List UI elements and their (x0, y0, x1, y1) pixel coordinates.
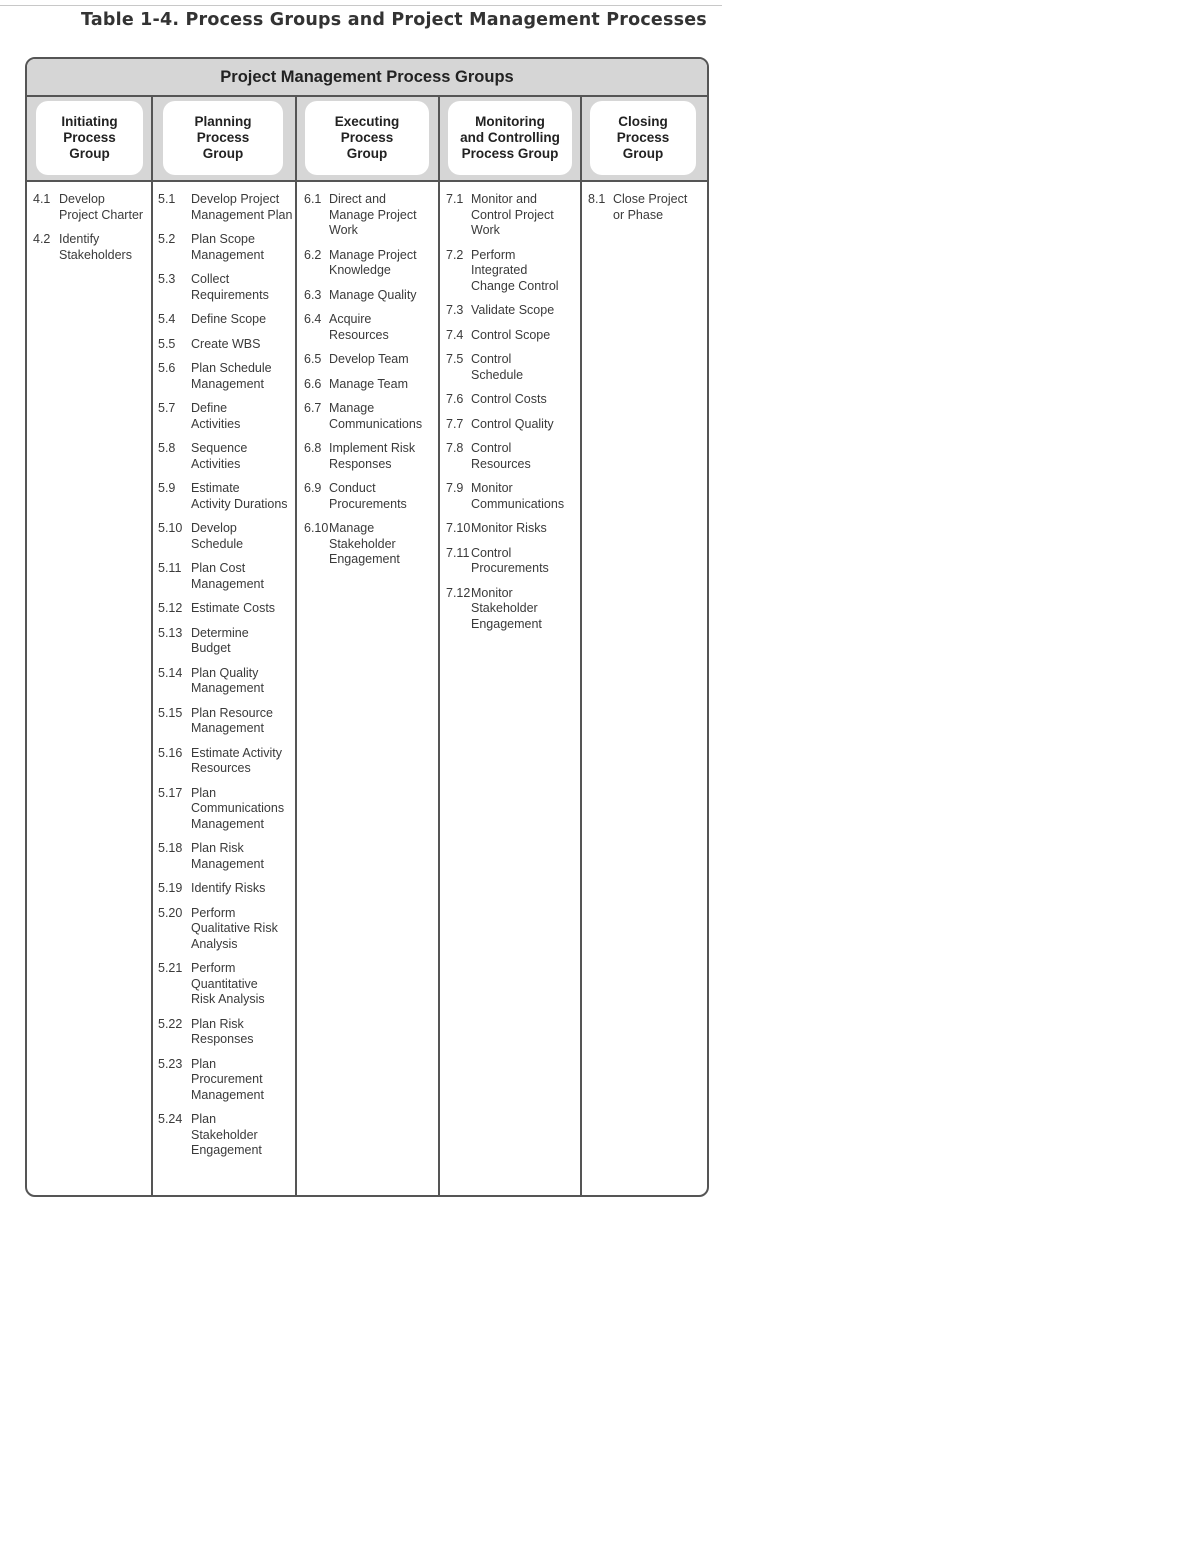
process-item (158, 666, 294, 697)
process-name: Sequence Activities (191, 441, 248, 471)
process-number: 5.23 (158, 1056, 183, 1071)
process-number: 6.8 (304, 441, 322, 455)
process-item (304, 377, 438, 393)
process-item (446, 192, 580, 239)
process-name: Perform Quantitative Risk Analysis (191, 961, 265, 1006)
process-number: 6.3 (304, 287, 322, 302)
column-divider (151, 97, 153, 1195)
process-item (446, 481, 580, 512)
process-number: 5.24 (158, 1112, 183, 1126)
process-name: Manage Communications (329, 401, 423, 431)
process-number: 7.3 (446, 303, 464, 317)
process-item (158, 786, 294, 833)
process-name: Develop Schedule (191, 521, 244, 551)
process-number: 5.4 (158, 312, 176, 326)
process-number: 5.14 (158, 665, 183, 680)
process-item (33, 192, 151, 223)
process-number: 4.2 (33, 232, 51, 246)
process-number: 5.18 (158, 841, 183, 855)
closing-processes (588, 192, 706, 232)
process-name: Plan Risk Management (191, 841, 264, 871)
process-name: Develop Project Management Plan (191, 192, 293, 222)
process-name: Estimate Costs (191, 601, 276, 615)
process-name: Control Costs (471, 392, 547, 406)
process-name: Develop Project Charter (59, 192, 144, 222)
process-number: 5.13 (158, 625, 183, 640)
top-rule (0, 5, 722, 6)
process-item (446, 392, 580, 408)
process-item (158, 706, 294, 737)
process-item (588, 192, 706, 223)
process-number: 7.8 (446, 441, 464, 455)
process-number: 7.12 (446, 585, 471, 600)
process-name: Conduct Procurements (329, 481, 407, 511)
process-item (158, 312, 294, 328)
process-number: 6.4 (304, 312, 322, 326)
process-name: Control Scope (471, 327, 551, 342)
table-header: Project Management Process Groups (27, 59, 707, 97)
process-item (158, 601, 294, 617)
process-item (158, 906, 294, 953)
process-name: Manage Project Knowledge (329, 247, 417, 277)
initiating-group-header (36, 101, 143, 175)
executing-processes (304, 192, 438, 577)
process-name: Control Procurements (471, 545, 549, 575)
process-item (158, 1017, 294, 1048)
column-divider (580, 97, 582, 1195)
process-name: Determine Budget (191, 625, 249, 655)
process-item (158, 337, 294, 353)
process-item (304, 248, 438, 279)
process-name: Define Activities (191, 401, 241, 431)
monitoring-controlling-group-header (448, 101, 572, 175)
process-name: Monitor Communications (471, 481, 565, 511)
closing-group-header (590, 101, 696, 175)
process-item (446, 248, 580, 295)
process-name: Plan Schedule Management (191, 361, 272, 391)
process-number: 5.17 (158, 785, 183, 800)
process-number: 5.2 (158, 232, 176, 246)
process-item (304, 521, 438, 568)
process-name: Identify Stakeholders (59, 232, 132, 262)
planning-processes (158, 192, 294, 1168)
process-name: Perform Integrated Change Control (471, 247, 559, 293)
process-item (158, 561, 294, 592)
process-name: Control Resources (471, 441, 531, 471)
group-name: Initiating Process Group (61, 114, 118, 161)
process-item (158, 881, 294, 897)
process-number: 6.6 (304, 376, 322, 391)
process-number: 5.8 (158, 441, 176, 455)
process-item (446, 586, 580, 633)
planning-group-header (163, 101, 283, 175)
process-number: 7.6 (446, 392, 464, 406)
process-groups-table (25, 57, 709, 1197)
process-name: Estimate Activity Resources (191, 745, 282, 775)
process-name: Collect Requirements (191, 272, 269, 302)
process-item (158, 192, 294, 223)
process-number: 7.1 (446, 192, 464, 206)
process-item (158, 961, 294, 1008)
process-item (446, 417, 580, 433)
process-number: 5.3 (158, 272, 176, 286)
process-number: 7.11 (446, 545, 470, 560)
process-number: 5.21 (158, 961, 183, 975)
initiating-processes (33, 192, 151, 272)
process-number: 7.4 (446, 327, 464, 342)
process-name: Close Project or Phase (613, 192, 688, 222)
process-item (158, 1112, 294, 1159)
process-number: 8.1 (588, 192, 606, 206)
process-number: 5.9 (158, 481, 176, 495)
process-name: Manage Quality (329, 287, 417, 302)
process-item (304, 481, 438, 512)
process-name: Plan Cost Management (191, 561, 264, 591)
process-number: 7.7 (446, 416, 464, 431)
process-item (158, 746, 294, 777)
process-name: Plan Resource Management (191, 705, 273, 735)
process-number: 6.9 (304, 481, 322, 495)
process-item (158, 272, 294, 303)
process-number: 5.7 (158, 401, 176, 415)
process-number: 7.5 (446, 352, 464, 366)
process-name: Direct and Manage Project Work (329, 192, 417, 237)
group-name: Closing Process Group (616, 114, 670, 161)
process-name: Create WBS (191, 336, 261, 351)
process-item (304, 441, 438, 472)
process-name: Plan Scope Management (191, 232, 264, 262)
process-item (304, 312, 438, 343)
process-name: Plan Risk Responses (191, 1016, 254, 1046)
process-name: Perform Qualitative Risk Analysis (191, 905, 278, 951)
process-number: 5.12 (158, 601, 183, 615)
process-number: 4.1 (33, 192, 51, 206)
process-number: 6.10 (304, 521, 329, 535)
process-item (33, 232, 151, 263)
executing-group-header (305, 101, 429, 175)
process-name: Monitor and Control Project Work (471, 192, 554, 237)
process-item (158, 441, 294, 472)
group-name: Monitoring and Controlling Process Group (460, 114, 560, 161)
process-number: 5.15 (158, 705, 183, 720)
process-number: 6.7 (304, 401, 322, 415)
process-item (446, 352, 580, 383)
process-number: 5.1 (158, 192, 176, 206)
process-name: Monitor Risks (471, 521, 547, 535)
table-title: Table 1-4. Process Groups and Project Management Processes (81, 10, 707, 30)
process-item (304, 401, 438, 432)
process-name: Plan Procurement Management (191, 1056, 264, 1102)
process-number: 5.16 (158, 745, 183, 760)
process-item (304, 192, 438, 239)
process-item (158, 481, 294, 512)
process-name: Monitor Stakeholder Engagement (471, 585, 542, 631)
process-number: 5.22 (158, 1016, 183, 1031)
process-item (304, 352, 438, 368)
process-number: 5.19 (158, 881, 183, 895)
column-divider (295, 97, 297, 1195)
column-divider (438, 97, 440, 1195)
process-item (446, 441, 580, 472)
monitoring-controlling-processes (446, 192, 580, 641)
process-name: Implement Risk Responses (329, 441, 416, 471)
process-number: 7.2 (446, 247, 464, 262)
process-item (158, 361, 294, 392)
process-item (446, 546, 580, 577)
process-item (158, 401, 294, 432)
process-item (446, 303, 580, 319)
process-name: Manage Stakeholder Engagement (329, 521, 400, 566)
process-number: 5.6 (158, 361, 176, 375)
process-number: 5.20 (158, 905, 183, 920)
process-number: 5.11 (158, 561, 182, 575)
process-item (158, 626, 294, 657)
process-name: Identify Risks (191, 881, 266, 895)
process-number: 6.2 (304, 247, 322, 262)
process-name: Develop Team (329, 352, 409, 366)
process-item (446, 521, 580, 537)
process-name: Control Quality (471, 416, 554, 431)
group-name: Executing Process Group (334, 114, 400, 161)
process-item (158, 521, 294, 552)
process-item (158, 1057, 294, 1104)
process-number: 7.9 (446, 481, 464, 495)
process-name: Plan Stakeholder Engagement (191, 1112, 262, 1157)
process-number: 7.10 (446, 521, 471, 535)
process-name: Define Scope (191, 312, 267, 326)
process-item (304, 288, 438, 304)
process-name: Plan Quality Management (191, 665, 264, 695)
process-name: Estimate Activity Durations (191, 481, 288, 511)
process-name: Validate Scope (471, 303, 555, 317)
process-name: Manage Team (329, 376, 408, 391)
process-item (158, 232, 294, 263)
process-item (446, 328, 580, 344)
process-number: 6.5 (304, 352, 322, 366)
process-number: 5.5 (158, 336, 176, 351)
group-name: Planning Process Group (194, 114, 252, 161)
process-number: 6.1 (304, 192, 322, 206)
process-name: Acquire Resources (329, 312, 389, 342)
process-name: Plan Communications Management (191, 785, 285, 831)
process-item (158, 841, 294, 872)
process-number: 5.10 (158, 521, 183, 535)
process-name: Control Schedule (471, 352, 524, 382)
